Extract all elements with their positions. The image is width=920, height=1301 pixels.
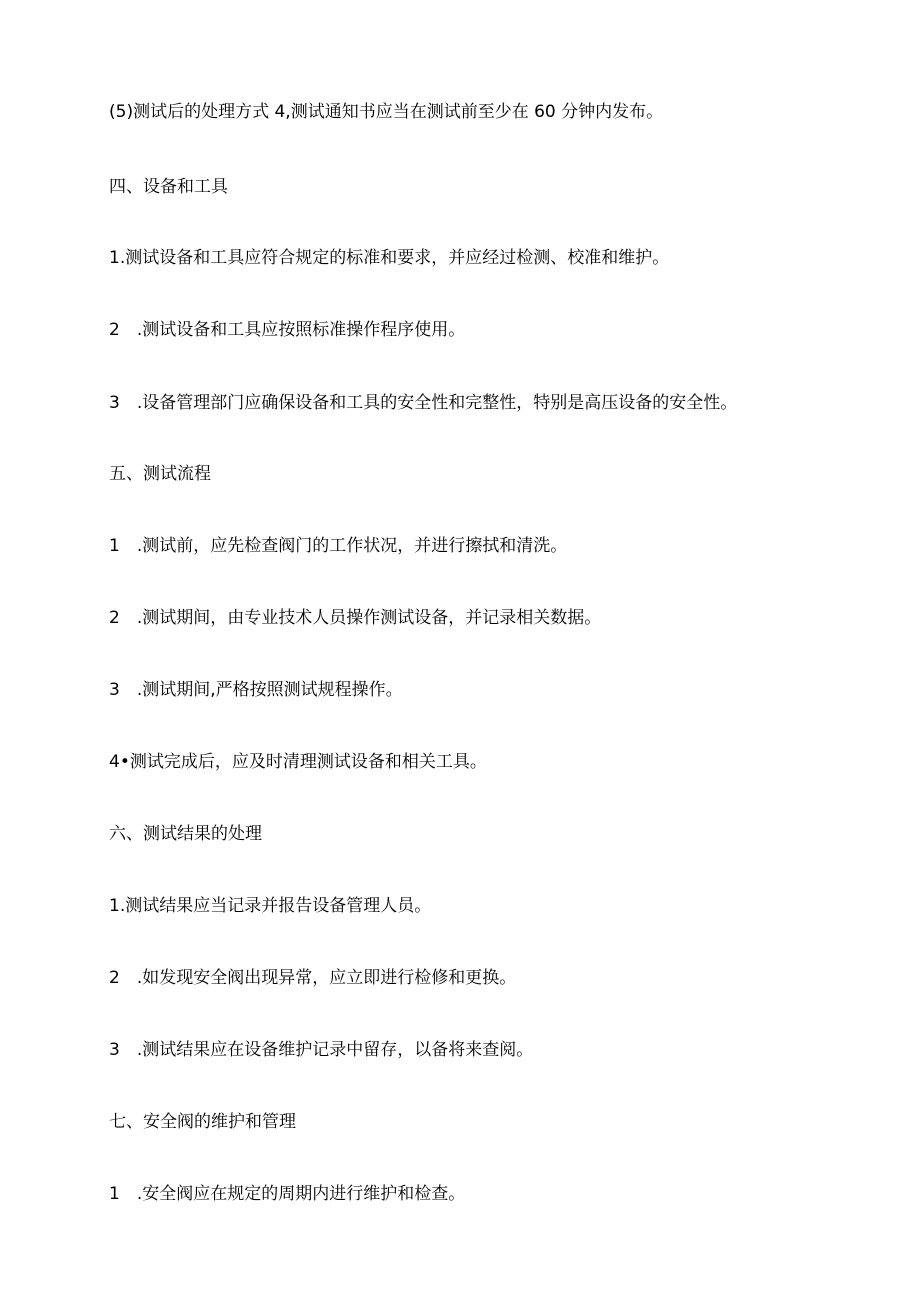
paragraph-equipment-1: 1.测试设备和工具应符合规定的标准和要求，并应经过检测、校准和维护。 — [109, 248, 670, 268]
section-heading-equipment: 四、设备和工具 — [109, 177, 228, 197]
section-heading-process: 五、测试流程 — [109, 464, 211, 484]
paragraph-process-3: 3 .测试期间,严格按照测试规程操作。 — [109, 680, 403, 700]
paragraph-results-3: 3 .测试结果应在设备维护记录中留存，以备将来查阅。 — [109, 1040, 534, 1060]
paragraph-process-1: 1 .测试前，应先检查阀门的工作状况，并进行擦拭和清洗。 — [109, 536, 568, 556]
paragraph-results-1: 1.测试结果应当记录并报告设备管理人员。 — [109, 896, 432, 916]
section-heading-results: 六、测试结果的处理 — [109, 824, 262, 844]
paragraph-equipment-2: 2 .测试设备和工具应按照标准操作程序使用。 — [109, 320, 466, 340]
paragraph-maintenance-1: 1 .安全阀应在规定的周期内进行维护和检查。 — [109, 1184, 466, 1204]
paragraph-process-2: 2 .测试期间，由专业技术人员操作测试设备，并记录相关数据。 — [109, 608, 602, 628]
section-heading-maintenance: 七、安全阀的维护和管理 — [109, 1112, 296, 1132]
paragraph-equipment-3: 3 .设备管理部门应确保设备和工具的安全性和完整性，特别是高压设备的安全性。 — [109, 393, 738, 413]
paragraph-test-notice: (5)测试后的处理方式 4,测试通知书应当在测试前至少在 60 分钟内发布。 — [109, 102, 664, 122]
paragraph-process-4: 4•测试完成后，应及时清理测试设备和相关工具。 — [109, 752, 487, 772]
paragraph-results-2: 2 .如发现安全阀出现异常，应立即进行检修和更换。 — [109, 968, 517, 988]
